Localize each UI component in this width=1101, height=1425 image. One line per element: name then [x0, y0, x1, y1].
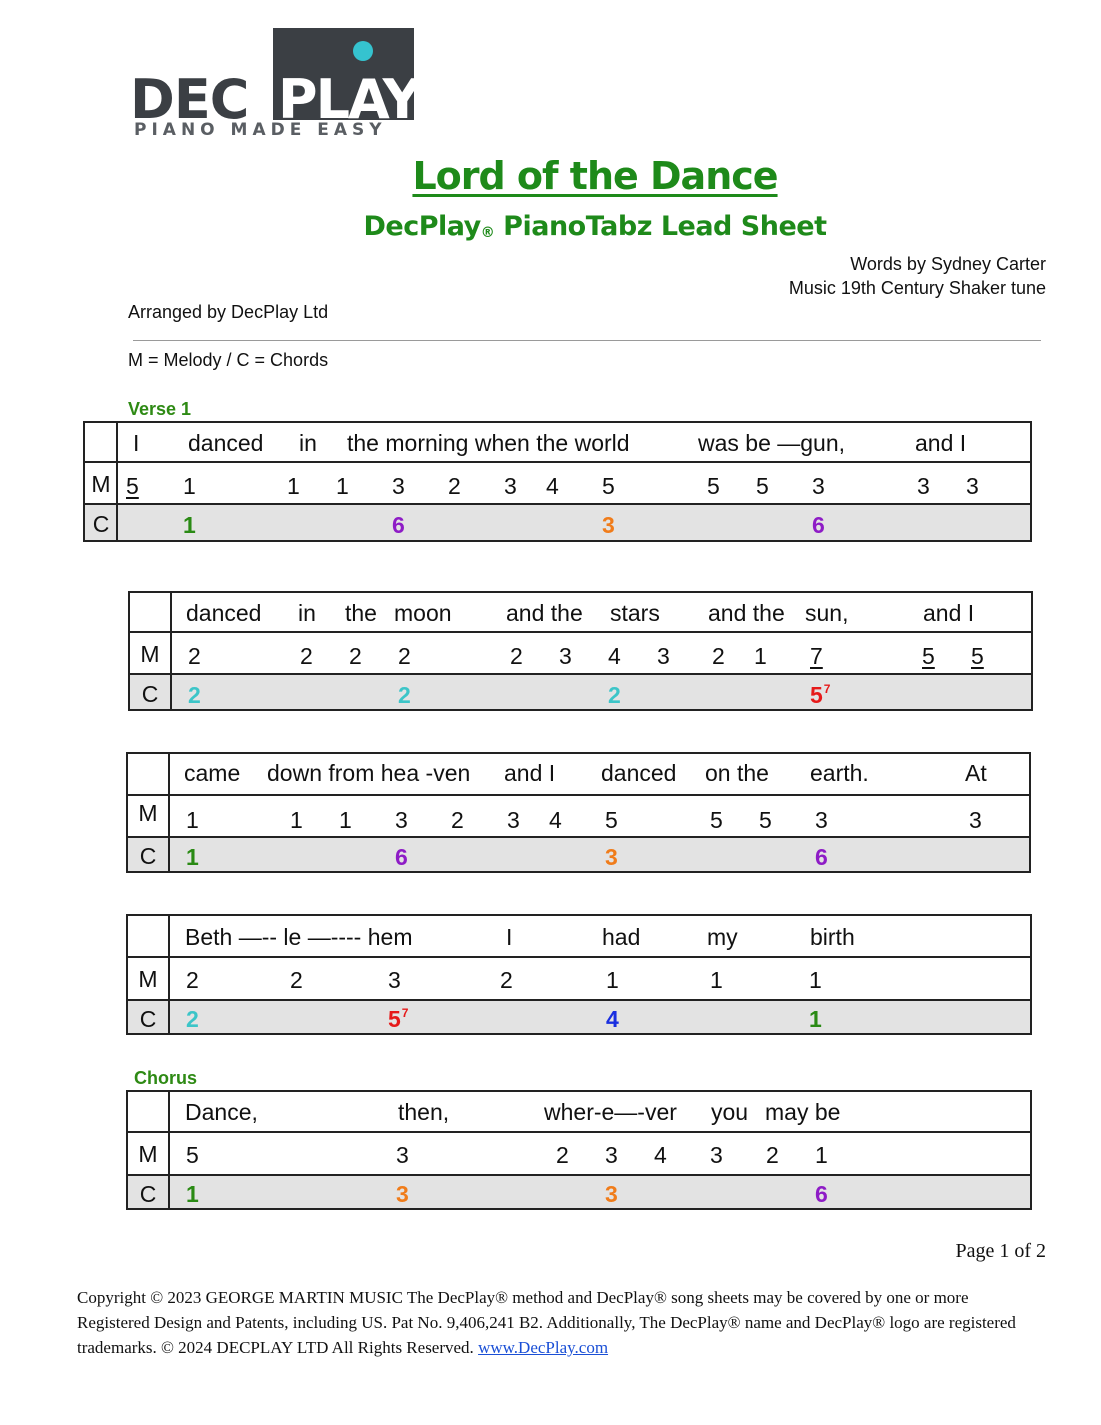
melody-note: 5: [971, 643, 984, 669]
label-column-divider: [170, 593, 172, 709]
melody-note: 2: [188, 643, 201, 669]
melody-note: 5: [759, 807, 772, 833]
melody-note: 2: [186, 967, 199, 993]
chord-label: C: [92, 511, 110, 537]
melody-label: M: [91, 471, 111, 497]
melody-note: 5: [710, 807, 723, 833]
words-credit: Words by Sydney Carter: [850, 254, 1046, 274]
melody-note: 3: [657, 643, 670, 669]
lyrics-row: [128, 754, 1029, 794]
registered-mark: ®: [480, 225, 495, 241]
lyric: and I: [923, 600, 975, 626]
chord: 6: [395, 844, 408, 870]
chord: $5^7$: [388, 1006, 409, 1032]
lyric: wher-e—-ver: [544, 1099, 677, 1125]
melody-note: 1: [186, 807, 199, 833]
copyright-text: Copyright © 2023 GEORGE MARTIN MUSIC The DecPlay® method and DecPlay® song sheets may be covered by one or more Registered Design and Patents, including US. Pat No. 9,406,241 B2. Additionally, The DecPlay® name and DecPlay® logo are registered trademarks. © 2024 DECPLAY LTD All Rights Reserved.: [77, 1288, 1016, 1357]
chord: 2: [186, 1006, 199, 1032]
melody-note: 5: [756, 473, 769, 499]
chord: 1: [183, 512, 196, 538]
lyric: you: [711, 1099, 749, 1125]
tab-block-1: [83, 421, 1032, 542]
label-column-divider: [116, 423, 118, 540]
divider: [133, 340, 1041, 341]
melody-note: 1: [290, 807, 303, 833]
melody-row: [128, 794, 1029, 836]
seventh-marker: 7: [823, 682, 831, 696]
melody-note: 3: [395, 807, 408, 833]
lyric: birth: [810, 924, 855, 950]
logo-tagline: PIANO MADE EASY: [134, 120, 387, 140]
chord: 2: [398, 682, 411, 708]
melody-label: M: [138, 800, 158, 826]
legend-text: M = Melody / C = Chords: [128, 350, 329, 370]
melody-label: M: [140, 641, 160, 667]
chord-row: [128, 999, 1030, 1033]
chord: 6: [392, 512, 405, 538]
melody-note: 2: [500, 967, 513, 993]
melody-note: 1: [287, 473, 300, 499]
melody-note: 3: [969, 807, 982, 833]
lyric: my: [707, 924, 738, 950]
melody-note: 4: [546, 473, 559, 499]
lyric: the: [345, 600, 377, 626]
website-link[interactable]: www.DecPlay.com: [478, 1338, 609, 1357]
melody-row: [128, 1131, 1030, 1174]
seventh-marker: 7: [401, 1006, 409, 1020]
lyrics-row: [130, 593, 1031, 631]
melody-note: 3: [396, 1142, 409, 1168]
chord-label: C: [139, 1006, 157, 1032]
melody-note: 2: [349, 643, 362, 669]
chord: 1: [186, 844, 199, 870]
lyric: Beth —-- le —---- hem: [185, 924, 413, 950]
chord-row: [85, 503, 1030, 540]
chord: 6: [815, 844, 828, 870]
melody-note: 1: [710, 967, 723, 993]
melody-note: 3: [812, 473, 825, 499]
melody-row: [130, 631, 1031, 673]
melody-note: 2: [290, 967, 303, 993]
lyrics-row: [128, 1092, 1030, 1131]
melody-note: 3: [815, 807, 828, 833]
section-label-chorus: Chorus: [134, 1068, 197, 1088]
melody-note: 3: [605, 1142, 618, 1168]
melody-note: 3: [507, 807, 520, 833]
melody-note: 1: [336, 473, 349, 499]
lyric: and the: [506, 600, 583, 626]
copyright-footer: [77, 1285, 1037, 1360]
page-number: Page 1 of 2: [955, 1240, 1046, 1262]
lyric: Dance,: [185, 1099, 258, 1125]
chord: 2: [188, 682, 201, 708]
melody-note: 5: [126, 473, 139, 499]
lyrics-row: [128, 916, 1030, 956]
subtitle-rest: PianoTabz Lead Sheet: [494, 211, 827, 242]
melody-note: 3: [559, 643, 572, 669]
lyric: down from hea -ven: [267, 760, 471, 786]
decplay-logo[interactable]: [130, 28, 420, 140]
lyric: I: [133, 430, 140, 456]
melody-note: 5: [922, 643, 935, 669]
label-column-divider: [168, 916, 170, 1033]
melody-note: 4: [608, 643, 621, 669]
chord-row: [130, 673, 1031, 709]
logo-dec-text: DEC: [130, 68, 249, 131]
lyric: on the: [705, 760, 769, 786]
melody-note: 2: [300, 643, 313, 669]
lyric: in: [298, 600, 316, 626]
melody-label: M: [138, 966, 158, 992]
arranger-credit: Arranged by DecPlay Ltd: [128, 302, 329, 322]
lyric: danced: [186, 600, 262, 626]
melody-note: 3: [917, 473, 930, 499]
label-column-divider: [168, 754, 170, 871]
melody-note: 1: [339, 807, 352, 833]
chord-label: C: [139, 1181, 157, 1207]
lyric: moon: [394, 600, 452, 626]
lyric: stars: [610, 600, 660, 626]
melody-note: 3: [392, 473, 405, 499]
melody-note: 4: [549, 807, 562, 833]
lyric: and the: [708, 600, 785, 626]
lyric: earth.: [810, 760, 869, 786]
music-credit: Music 19th Century Shaker tune: [788, 278, 1046, 298]
melody-note: 4: [654, 1142, 667, 1168]
lyric: and I: [504, 760, 556, 786]
lyric: came: [184, 760, 241, 786]
melody-note: 2: [556, 1142, 569, 1168]
melody-note: 5: [186, 1142, 199, 1168]
chord: 1: [809, 1006, 822, 1032]
chord: $5^7$: [810, 682, 831, 708]
lyric: At: [965, 760, 987, 786]
lyric: danced: [601, 760, 677, 786]
melody-note: 2: [712, 643, 725, 669]
lyrics-row: [85, 423, 1030, 461]
melody-note: 3: [710, 1142, 723, 1168]
chord: 3: [602, 512, 615, 538]
melody-note: 1: [606, 967, 619, 993]
lyric: danced: [188, 430, 264, 456]
logo-play-text: PLAY: [278, 68, 420, 131]
tab-block-3: [126, 752, 1031, 873]
melody-note: 1: [809, 967, 822, 993]
chord: 6: [812, 512, 825, 538]
lyric: in: [299, 430, 317, 456]
chord: 3: [605, 1181, 618, 1207]
melody-row: [85, 461, 1030, 503]
melody-note: 2: [451, 807, 464, 833]
melody-note: 2: [398, 643, 411, 669]
subtitle-brand: DecPlay: [363, 211, 481, 242]
song-title: Lord of the Dance: [412, 154, 778, 198]
lyric: I: [506, 924, 513, 950]
chord-row: [128, 836, 1029, 871]
tab-block-4: [126, 914, 1032, 1035]
melody-note: 2: [448, 473, 461, 499]
melody-note: 7: [810, 643, 823, 669]
melody-note: 1: [815, 1142, 828, 1168]
melody-row: [128, 956, 1030, 999]
chord: 1: [186, 1181, 199, 1207]
tab-block-chorus: [126, 1090, 1032, 1210]
song-subtitle: [330, 211, 860, 242]
chord-label: C: [141, 681, 159, 707]
tab-block-2: [128, 591, 1033, 711]
melody-note: 3: [388, 967, 401, 993]
melody-note: 5: [605, 807, 618, 833]
chord: 3: [396, 1181, 409, 1207]
melody-note: 3: [504, 473, 517, 499]
label-column-divider: [168, 1092, 170, 1208]
lyric: had: [602, 924, 641, 950]
chord: 3: [605, 844, 618, 870]
melody-note: 2: [766, 1142, 779, 1168]
melody-note: 1: [754, 643, 767, 669]
melody-note: 5: [602, 473, 615, 499]
chord: 4: [606, 1006, 619, 1032]
chord: 2: [608, 682, 621, 708]
lyric: the morning when the world: [347, 430, 630, 456]
melody-label: M: [138, 1141, 158, 1167]
melody-note: 5: [707, 473, 720, 499]
lyric: was be —gun,: [698, 430, 846, 456]
chord-row: [128, 1174, 1030, 1208]
lyric: then,: [398, 1099, 450, 1125]
lyric: may be: [765, 1099, 841, 1125]
melody-note: 1: [183, 473, 196, 499]
section-label-verse-1: Verse 1: [128, 399, 192, 419]
chord: 6: [815, 1181, 828, 1207]
melody-note: 3: [966, 473, 979, 499]
melody-note: 2: [510, 643, 523, 669]
lyric: and I: [915, 430, 967, 456]
lyric: sun,: [805, 600, 849, 626]
chord-label: C: [139, 843, 157, 869]
